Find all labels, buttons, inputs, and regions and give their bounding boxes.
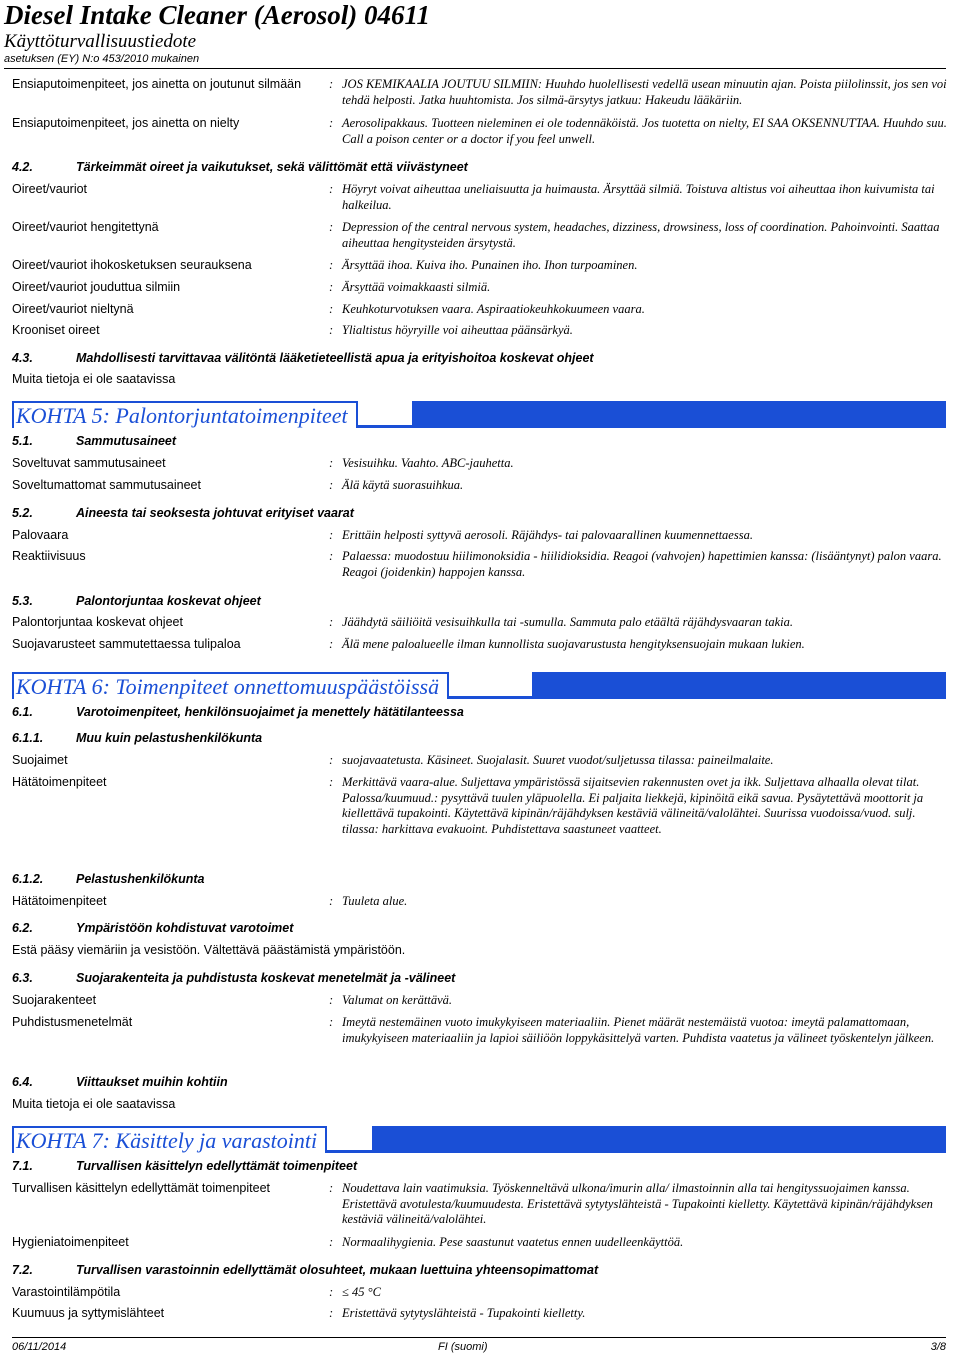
row-label: Suojarakenteet [12,993,97,1007]
section-title: KOHTA 5: Palontorjuntatoimenpiteet [12,401,358,428]
row-label: Soveltuvat sammutusaineet [12,456,166,470]
subsection-heading-4-3 [12,351,594,366]
subsection-number: 6.4. [12,1075,33,1089]
section-title: KOHTA 6: Toimenpiteet onnettomuuspäästöissä [12,672,449,699]
subsection-number: 4.2. [12,160,33,174]
row-value: Noudettava lain vaatimuksia. Työskenneltävä ulkona/imurin alla/ ilmastoinnin alla tai hengityssuojaimen kanssa. Eristettävä avotulesta/kuumuudesta. Eristettävä sytytyslähteistä - Tupakointi kielletty. Käytettävä kipinän/räjähdyksen kestäviä välineitä/valolähtei. [342,1181,933,1227]
row-colon: : [329,1285,334,1299]
row-value: suojavaatetusta. Käsineet. Suojalasit. Suuret vuodot/suljetussa tilassa: paineilmalaite. [342,753,774,767]
footer-language: FI (suomi) [438,1341,488,1353]
subsection-title: Muu kuin pelastushenkilökunta [76,731,263,745]
row-colon: : [329,775,334,789]
subsection-number: 6.1.1. [12,731,44,745]
subsection-number: 6.3. [12,971,33,985]
row-colon: : [329,528,334,542]
subsection-number: 6.1.2. [12,872,44,886]
subsection-title: Suojarakenteita ja puhdistusta koskevat menetelmät ja -välineet [76,971,456,985]
row-colon: : [329,1306,334,1320]
section-header-fill [372,1126,946,1150]
subsection-number: 5.3. [12,594,33,608]
row-colon: : [329,615,334,629]
row-label: Oireet/vauriot hengitettynä [12,220,159,234]
section-title: KOHTA 7: Käsittely ja varastointi [12,1126,327,1153]
row-colon: : [329,1181,334,1195]
subsection-number: 7.1. [12,1159,33,1173]
section-header-fill [532,672,946,696]
row-value: Aerosolipakkaus. Tuotteen nieleminen ei ole todennäköistä. Jos tuotetta on nielty, EI SAA OKSENNUTTAA. Huuhdo suu. Call a poison center or a doctor if you feel unwell. [342,116,947,146]
row-value: JOS KEMIKAALIA JOUTUU SILMIIN: Huuhdo huolellisesti vedellä usean minuutin ajan. Poista piilolinssit, jos sen voi tehdä helposti. Jatka huuhtomista. Jos silmä-ärsytys jatkuu: Hakeudu lääkäriin. [342,77,947,107]
subsection-title: Mahdollisesti tarvittavaa välitöntä lääketieteellistä apua ja erityishoitoa koskevat ohjeet [76,351,594,365]
row-value: Älä käytä suorasuihkua. [342,478,464,492]
row-label: Hätätoimenpiteet [12,775,107,789]
row-label: Hätätoimenpiteet [12,894,107,908]
row-colon: : [329,753,334,767]
row-colon: : [329,549,334,563]
subsection-number: 7.2. [12,1263,33,1277]
row-colon: : [329,116,334,130]
row-colon: : [329,894,334,908]
row-value: Ärsyttää voimakkaasti silmiä. [342,280,491,294]
row-colon: : [329,258,334,272]
row-value: Jäähdytä säiliöitä vesisuihkulla tai -sumulla. Sammuta palo etäältä räjähdysvaaran takia. [342,615,794,629]
subsection-number: 4.3. [12,351,33,365]
subsection-title: Tärkeimmät oireet ja vaikutukset, sekä välittömät että viivästyneet [76,160,468,174]
subsection-heading-5-3 [12,594,261,609]
subsection-heading-6-1-1 [12,731,262,746]
row-value: Palaessa: muodostuu hiilimonoksidia - hiilidioksidia. Reagoi (vahvojen) hapettimien kanssa: (lisääntynyt) palon vaara. Reagoi (joidenkin) happojen kanssa. [342,549,942,579]
row-value: Ylialtistus höyryille voi aiheuttaa päänsärkyä. [342,323,573,337]
subsection-heading-7-1 [12,1159,357,1174]
row-label: Turvallisen käsittelyn edellyttämät toimenpiteet [12,1181,270,1195]
row-value: Eristettävä sytytyslähteistä - Tupakointi kielletty. [342,1306,586,1320]
row-label: Krooniset oireet [12,323,100,337]
footer-page-number: 3/8 [930,1341,946,1353]
subsection-number: 6.1. [12,705,33,719]
row-label: Kuumuus ja syttymislähteet [12,1306,165,1320]
header-divider [4,68,946,69]
paragraph-6-2: Estä pääsy viemäriin ja vesistöön. Vältettävä päästämistä ympäristöön. [12,943,406,957]
section-6-header [12,672,946,699]
paragraph-4-3: Muita tietoja ei ole saatavissa [12,372,176,386]
subsection-title: Palontorjuntaa koskevat ohjeet [76,594,261,608]
subsection-title: Aineesta tai seoksesta johtuvat erityiset vaarat [76,506,354,520]
subsection-number: 6.2. [12,921,33,935]
row-label: Varastointilämpötila [12,1285,121,1299]
row-value: Erittäin helposti syttyvä aerosoli. Räjähdys- tai palovaarallinen kuumennettaessa. [342,528,753,542]
footer-divider [12,1337,946,1338]
row-label: Suojavarusteet sammutettaessa tulipaloa [12,637,241,651]
row-colon: : [329,280,334,294]
row-label: Oireet/vauriot [12,182,88,196]
row-label: Puhdistusmenetelmät [12,1015,133,1029]
row-colon: : [329,323,334,337]
row-colon: : [329,77,334,91]
document-title: Diesel Intake Cleaner (Aerosol) 04611 [4,0,430,30]
row-colon: : [329,302,334,316]
subsection-number: 5.2. [12,506,33,520]
subsection-heading-6-2 [12,921,293,936]
row-label: Oireet/vauriot nieltynä [12,302,134,316]
row-label: Soveltumattomat sammutusaineet [12,478,201,492]
footer-date: 06/11/2014 [12,1341,67,1353]
row-colon: : [329,1235,334,1249]
row-value: Tuuleta alue. [342,894,408,908]
subsection-title: Viittaukset muihin kohtiin [76,1075,228,1089]
subsection-title: Sammutusaineet [76,434,177,448]
subsection-heading-6-1 [12,705,464,720]
row-value: Ärsyttää ihoa. Kuiva iho. Punainen iho. Ihon turpoaminen. [342,258,638,272]
paragraph-6-4: Muita tietoja ei ole saatavissa [12,1097,176,1111]
row-value: Vesisuihku. Vaahto. ABC-jauhetta. [342,456,514,470]
subsection-number: 5.1. [12,434,33,448]
row-value: ≤ 45 °C [342,1285,381,1299]
section-5-header [12,401,946,428]
row-colon: : [329,456,334,470]
subsection-heading-5-2 [12,506,354,521]
subsection-title: Varotoimenpiteet, henkilönsuojaimet ja menettely hätätilanteessa [76,705,464,719]
subsection-heading-5-1 [12,434,176,449]
row-label: Suojaimet [12,753,68,767]
row-value: Älä mene paloalueelle ilman kunnollista suojavarustusta hengityksensuojain mukaan lukien. [342,637,805,651]
row-value: Imeytä nestemäinen vuoto imukykyiseen materiaaliin. Pienet määrät nestemäistä vuotoa: imeytä palamattomaan, imukykyiseen materiaaliin ja lapioi säiliöön loppykäsittelyä varten. Puhdista vaatetus ja välineet työskentelyn jälkeen. [342,1015,935,1045]
subsection-heading-6-3 [12,971,455,986]
row-label: Oireet/vauriot ihokosketuksen seurauksena [12,258,252,272]
row-label: Hygieniatoimenpiteet [12,1235,129,1249]
row-value: Keuhkoturvotuksen vaara. Aspiraatiokeuhkokuumeen vaara. [342,302,645,316]
row-colon: : [329,993,334,1007]
row-colon: : [329,478,334,492]
subsection-title: Pelastushenkilökunta [76,872,205,886]
row-label: Palovaara [12,528,69,542]
regulation-reference: asetuksen (EY) N:o 453/2010 mukainen [4,53,200,65]
row-label: Reaktiivisuus [12,549,86,563]
row-label: Ensiaputoimenpiteet, jos ainetta on nielty [12,116,240,130]
subsection-title: Ympäristöön kohdistuvat varotoimet [76,921,294,935]
row-value: Merkittävä vaara-alue. Suljettava ympäristössä sijaitsevien rakennusten ovet ja ikk. Suljettava alhaalla olevat tilat. Palossa/kuumuud.: pysyttävä tuulen yläpuolella. Ei paljaita liekkejä, kipinöitä eikä savua. Pysäytettävä moottorit ja kiellettävä tupakointi. Käytettävä kipinän/räjähdyksen kestäviä välineitä/valolähtei. Suurissa vuodoissa/vuod. sulj. tilassa: harkittava evakuoint. Puhdistettava saastuneet vaatteet. [342,775,924,836]
section-header-fill [412,401,946,425]
subsection-heading-4-2 [12,160,468,175]
row-colon: : [329,220,334,234]
subsection-heading-7-2 [12,1263,598,1278]
row-value: Normaalihygienia. Pese saastunut vaatetus ennen uudelleenkäyttöä. [342,1235,684,1249]
document-subtitle: Käyttöturvallisuustiedote [4,31,197,52]
subsection-heading-6-4 [12,1075,228,1090]
row-colon: : [329,1015,334,1029]
row-value: Depression of the central nervous system, headaches, dizziness, drowsiness, loss of coordination. Pahoinvointi. Saattaa aiheuttaa hengitysteiden ärsytystä. [342,220,940,250]
row-value: Höyryt voivat aiheuttaa uneliaisuutta ja huimausta. Ärsyttää silmiä. Toistuva altistus voi aiheuttaa ihon kuivumista tai halkeilua. [342,182,935,212]
row-value: Valumat on kerättävä. [342,993,453,1007]
row-label: Palontorjuntaa koskevat ohjeet [12,615,183,629]
subsection-heading-6-1-2 [12,872,205,887]
row-label: Ensiaputoimenpiteet, jos ainetta on joutunut silmään [12,77,302,91]
subsection-title: Turvallisen käsittelyn edellyttämät toimenpiteet [76,1159,358,1173]
row-colon: : [329,182,334,196]
row-colon: : [329,637,334,651]
subsection-title: Turvallisen varastoinnin edellyttämät olosuhteet, mukaan luettuina yhteensopimattomat [76,1263,599,1277]
row-label: Oireet/vauriot jouduttua silmiin [12,280,181,294]
section-7-header [12,1126,946,1153]
